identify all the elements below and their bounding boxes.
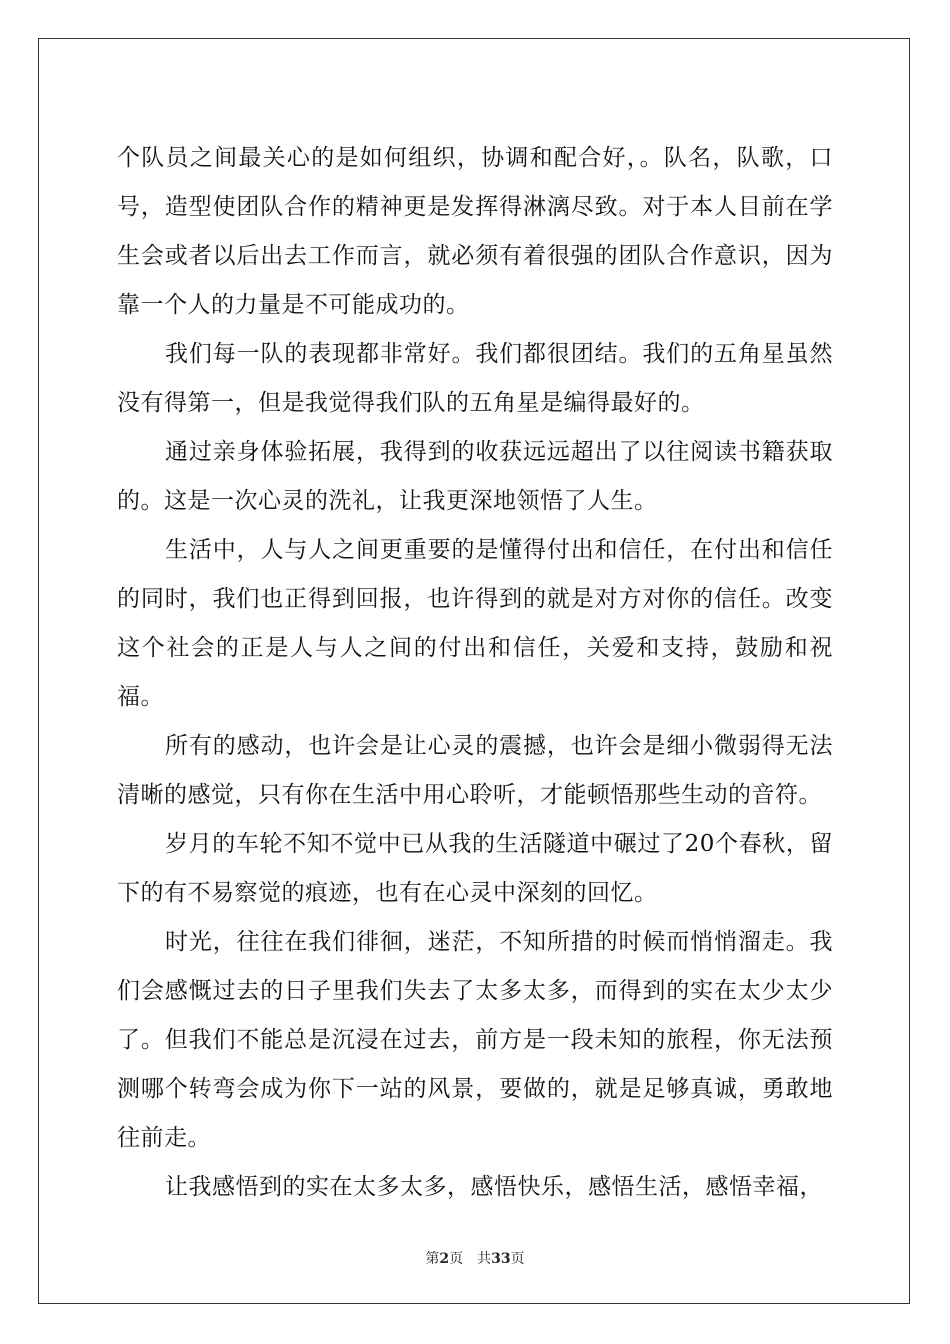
- total-suffix: 页: [510, 1251, 525, 1267]
- paragraph-1: 个队员之间最关心的是如何组织，协调和配合好，。队名，队歌，口号，造型使团队合作的精神更是发挥得淋漓尽致。对于本人目前在学生会或者以后出去工作而言，就必须有着很强的团队合作意识，因为靠一个人的力量是不可能成功的。: [117, 145, 833, 318]
- paragraph-7: 时光，往往在我们徘徊，迷茫，不知所措的时候而悄悄溜走。我们会感慨过去的日子里我们失去了太多太多，而得到的实在太少太少了。但我们不能总是沉浸在过去，前方是一段未知的旅程，你无法预测哪个转弯会成为你下一站的风景，要做的，就是足够真诚，勇敢地往前走。: [117, 929, 833, 1151]
- paragraph-6: 岁月的车轮不知不觉中已从我的生活隧道中碾过了20个春秋，留下的有不易察觉的痕迹，也有在心灵中深刻的回忆。: [117, 831, 833, 906]
- page-prefix: 第: [425, 1251, 440, 1267]
- document-body: [117, 134, 833, 1212]
- page-suffix: 页: [449, 1251, 464, 1267]
- paragraph-4: 生活中，人与人之间更重要的是懂得付出和信任，在付出和信任的同时，我们也正得到回报，也许得到的就是对方对你的信任。改变这个社会的正是人与人之间的付出和信任，关爱和支持，鼓励和祝福。: [117, 537, 833, 710]
- page-footer: [0, 1248, 950, 1268]
- paragraph-3: 通过亲身体验拓展，我得到的收获远远超出了以往阅读书籍获取的。这是一次心灵的洗礼，让我更深地领悟了人生。: [117, 439, 833, 514]
- total-pages: 33: [491, 1251, 511, 1267]
- paragraph-5: 所有的感动，也许会是让心灵的震撼，也许会是细小微弱得无法清晰的感觉，只有你在生活中用心聆听，才能顿悟那些生动的音符。: [117, 733, 833, 808]
- total-prefix: 共: [477, 1251, 492, 1267]
- paragraph-2: 我们每一队的表现都非常好。我们都很团结。我们的五角星虽然没有得第一，但是我觉得我们队的五角星是编得最好的。: [117, 341, 833, 416]
- paragraph-8: 让我感悟到的实在太多太多，感悟快乐，感悟生活，感悟幸福，: [165, 1174, 823, 1200]
- page-number: 2: [439, 1251, 450, 1267]
